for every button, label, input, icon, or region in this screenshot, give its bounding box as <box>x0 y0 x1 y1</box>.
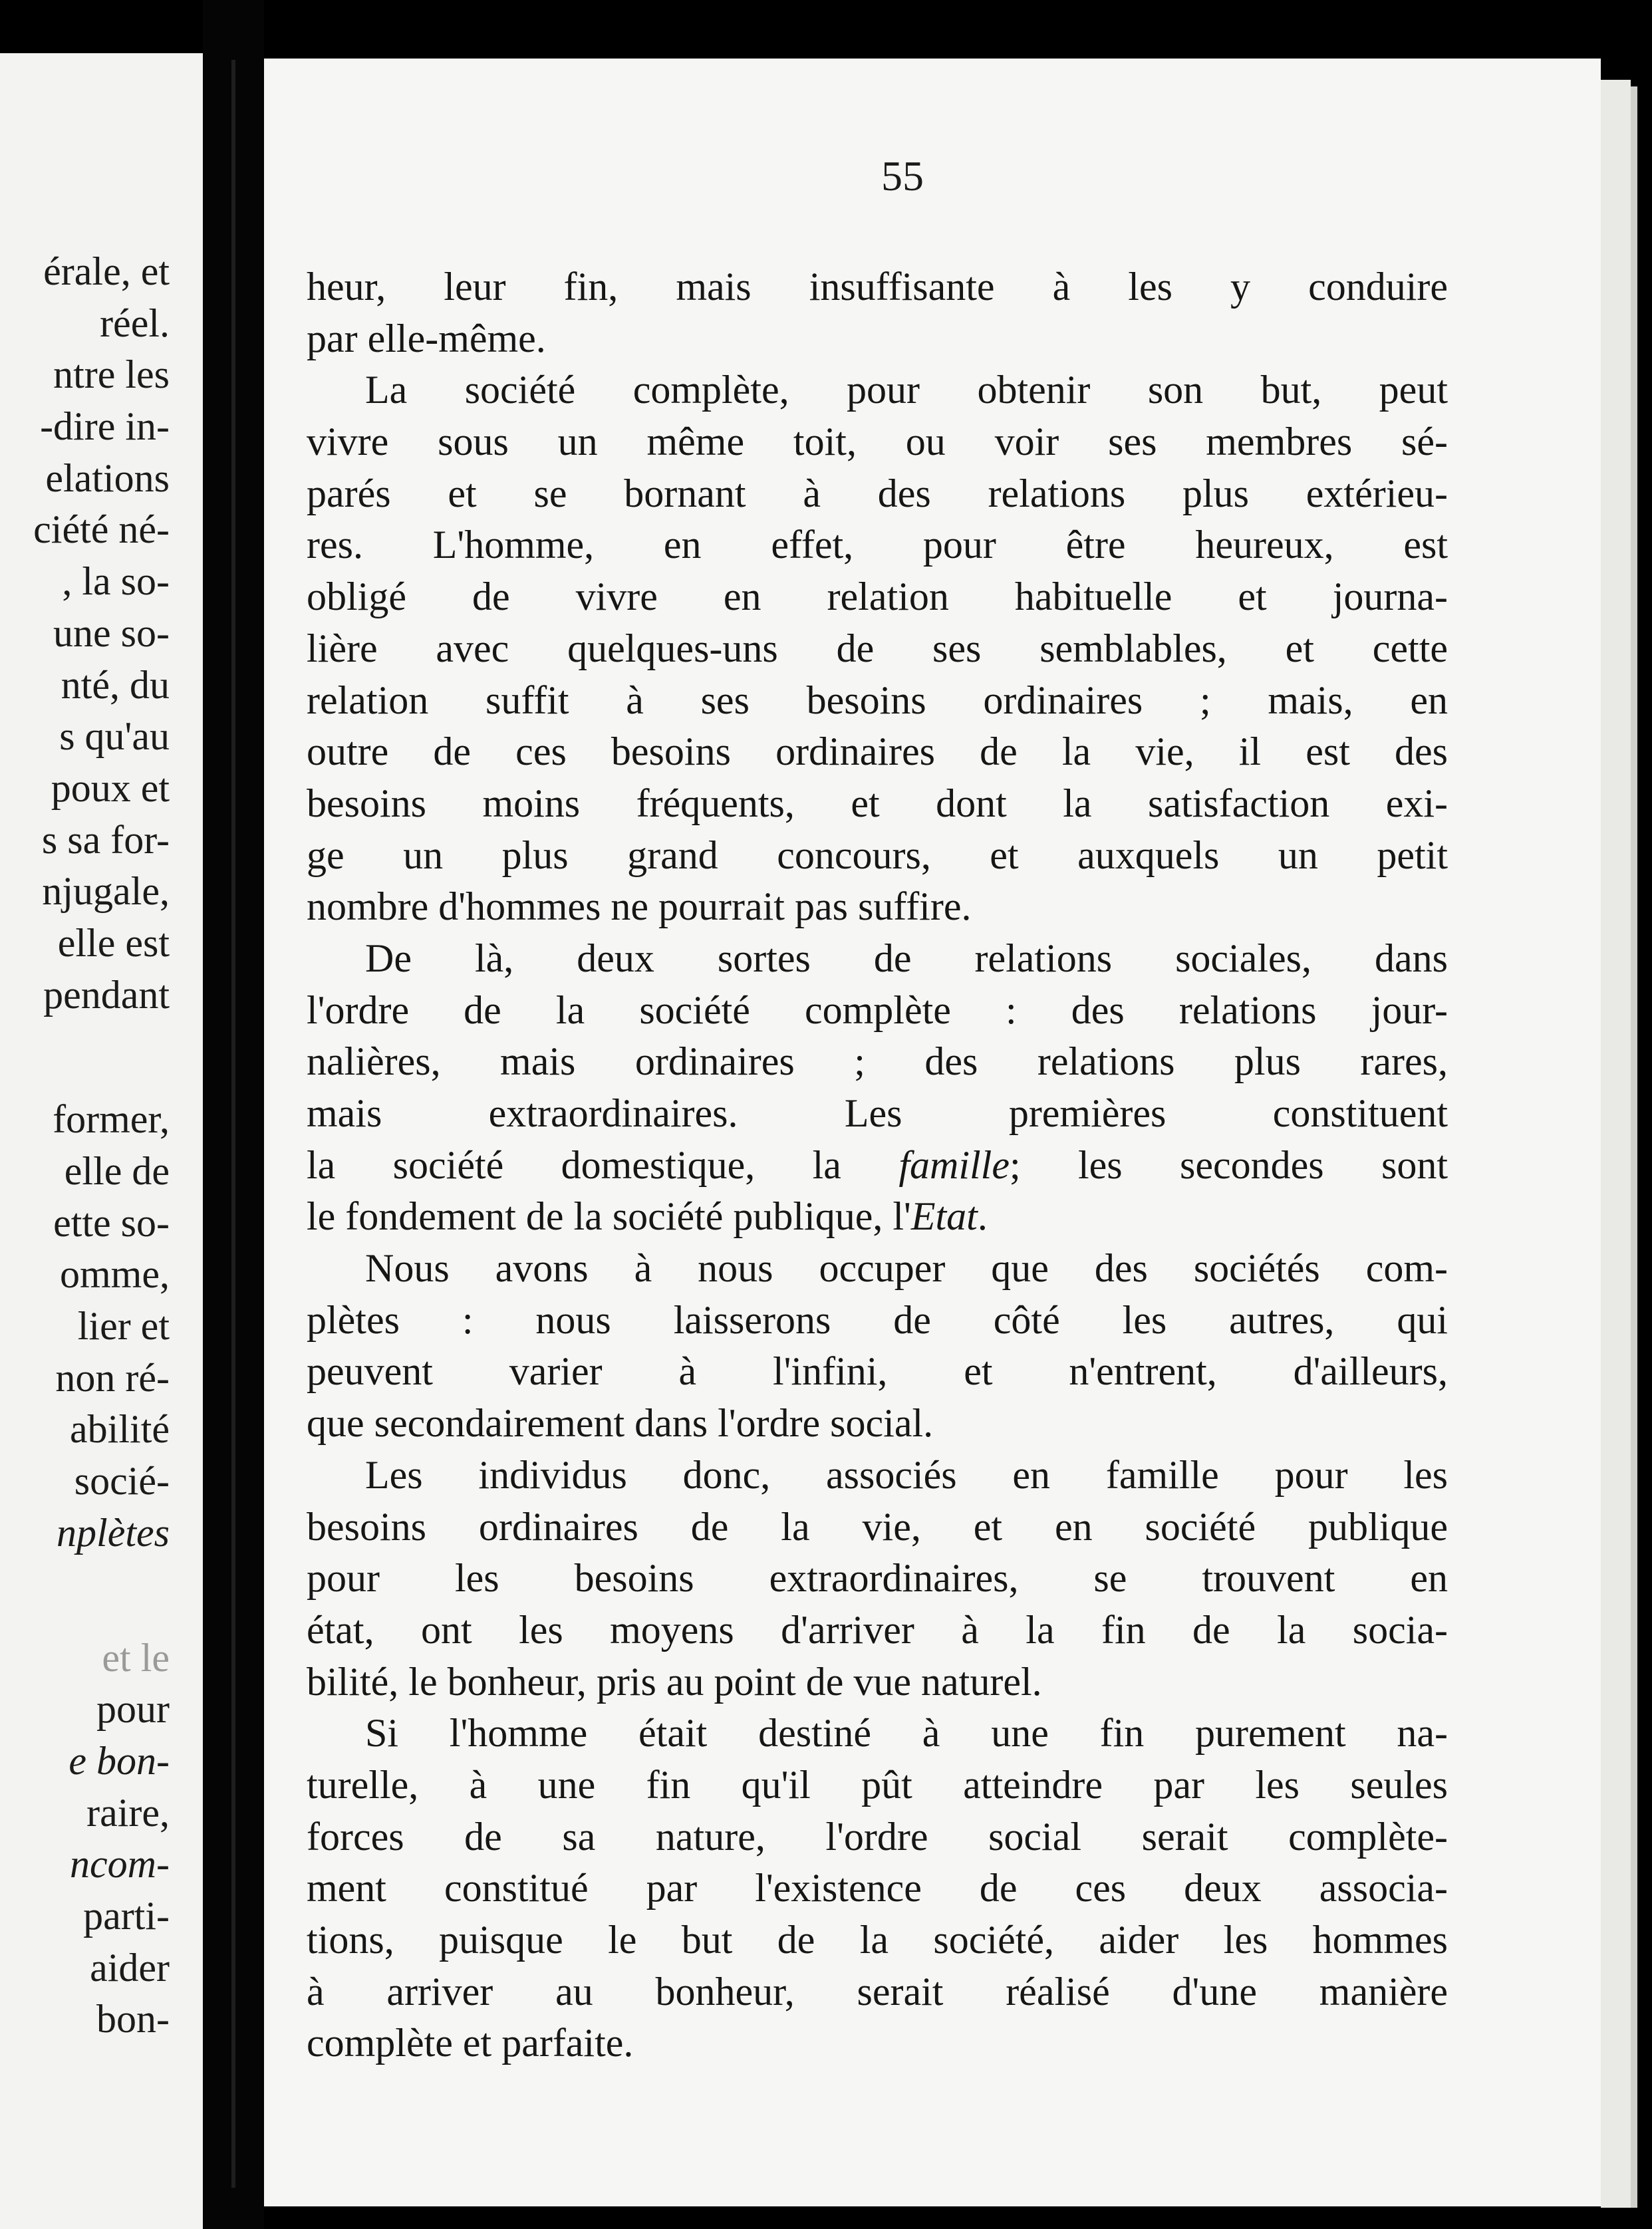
text-line: relation suffit à ses besoins ordinaires ; mais, en <box>307 678 1448 722</box>
left-line: réel. <box>100 301 170 345</box>
left-line: nté, du <box>61 662 170 707</box>
text-line: bilité, le bonheur, pris au point de vue naturel. <box>307 1659 1042 1704</box>
text-line: La société complète, pour obtenir son but, peut <box>365 368 1448 412</box>
text-line: état, ont les moyens d'arriver à la fin de la socia- <box>307 1607 1448 1652</box>
left-line: s sa for- <box>41 817 170 862</box>
text-line: mais extraordinaires. Les premières constituent <box>307 1091 1448 1135</box>
page-edge-shadow <box>1631 86 1637 2208</box>
left-line: érale, et <box>43 249 170 293</box>
text-line: lière avec quelques-uns de ses semblables, et cette <box>307 626 1448 670</box>
left-line: abilité <box>70 1407 170 1452</box>
text-line: besoins moins fréquents, et dont la satisfaction exi- <box>307 781 1448 825</box>
text-line: Nous avons à nous occuper que des sociétés com- <box>365 1246 1448 1291</box>
left-line: elle est <box>57 920 170 965</box>
text-line: tions, puisque le but de la société, aider les hommes <box>307 1918 1448 1962</box>
text-line: à arriver au bonheur, serait réalisé d'une manière <box>307 1969 1448 2014</box>
left-line: raire, <box>86 1790 170 1835</box>
left-line: elations <box>45 456 170 500</box>
italic-term-etat: Etat <box>910 1194 978 1239</box>
text-line: res. L'homme, en effet, pour être heureux, est <box>307 523 1448 567</box>
left-line: poux et <box>51 765 170 810</box>
left-line: non ré- <box>55 1355 170 1400</box>
left-line: elle de <box>64 1149 170 1193</box>
text-line: obligé de vivre en relation habituelle et journa- <box>307 575 1448 619</box>
binding-edge <box>231 60 235 2188</box>
left-line: njugale, <box>42 869 170 914</box>
left-line: lier et <box>77 1304 170 1349</box>
text-line <box>307 1191 1448 1243</box>
text-line: Si l'homme était destiné à une fin purement na- <box>365 1711 1448 1756</box>
text-segment: la société domestique, la <box>307 1142 841 1187</box>
text-line: outre de ces besoins ordinaires de la vie, il est des <box>307 729 1448 774</box>
text-line: turelle, à une fin qu'il pût atteindre par les seules <box>307 1762 1448 1807</box>
text-line: besoins ordinaires de la vie, et en société publique <box>307 1504 1448 1549</box>
text-line <box>307 1140 1448 1192</box>
left-line: ette so- <box>53 1200 170 1245</box>
left-line: ncom- <box>70 1842 170 1887</box>
text-line: forces de sa nature, l'ordre social serait complète- <box>307 1814 1448 1859</box>
left-line: aider <box>90 1945 170 1990</box>
text-line: nombre d'hommes ne pourrait pas suffire. <box>307 884 972 929</box>
text-segment: le fondement de la société publique, l' <box>307 1194 911 1239</box>
left-line: -dire in- <box>40 404 170 449</box>
italic-term-famille: famille <box>898 1142 1010 1187</box>
text-line: nalières, mais ordinaires ; des relations plus rares, <box>307 1039 1448 1084</box>
left-line: pour <box>96 1687 170 1732</box>
page-edge-stack <box>1601 80 1631 2208</box>
text-line: plètes : nous laisserons de côté les autres, qui <box>307 1297 1448 1342</box>
left-line: ntre les <box>53 352 170 397</box>
left-line: e bon- <box>69 1738 170 1783</box>
text-line: ment constitué par l'existence de ces deux associa- <box>307 1866 1448 1910</box>
left-line: socié- <box>74 1459 170 1504</box>
left-line: nplètes <box>57 1510 170 1555</box>
left-line: une so- <box>53 610 170 655</box>
left-line: former, <box>53 1097 170 1142</box>
text-line: De là, deux sortes de relations sociales, dans <box>365 936 1448 980</box>
text-line: heur, leur fin, mais insuffisante à les y conduire <box>307 265 1448 309</box>
text-line: que secondairement dans l'ordre social. <box>307 1401 934 1446</box>
text-line: ge un plus grand concours, et auxquels un petit <box>307 833 1448 877</box>
page-body-text <box>307 261 1448 2069</box>
current-page <box>264 59 1601 2206</box>
left-line: omme, <box>60 1252 170 1297</box>
left-line: pendant <box>43 972 170 1017</box>
text-segment: ; les secondes sont <box>1009 1142 1448 1187</box>
left-line: s qu'au <box>59 714 170 759</box>
text-line: complète et parfaite. <box>307 2021 634 2065</box>
left-line: parti- <box>83 1893 170 1938</box>
text-line: Les individus donc, associés en famille pour les <box>365 1452 1448 1497</box>
text-line: parés et se bornant à des relations plus extérieu- <box>307 471 1448 515</box>
text-line: vivre sous un même toit, ou voir ses membres sé- <box>307 420 1448 464</box>
left-line: , la so- <box>62 559 170 604</box>
text-line: peuvent varier à l'infini, et n'entrent, d'ailleurs, <box>307 1349 1448 1394</box>
text-segment: . <box>977 1194 988 1239</box>
page-number: 55 <box>881 152 924 199</box>
text-line: l'ordre de la société complète : des relations jour- <box>307 987 1448 1032</box>
previous-page-text <box>0 246 170 2045</box>
left-line: et le <box>102 1635 170 1680</box>
text-line: par elle-même. <box>307 316 546 360</box>
left-line: ciété né- <box>33 507 170 552</box>
previous-page-fragment <box>0 53 203 2229</box>
text-line: pour les besoins extraordinaires, se trouvent en <box>307 1556 1448 1601</box>
left-line: bon- <box>96 1997 170 2041</box>
